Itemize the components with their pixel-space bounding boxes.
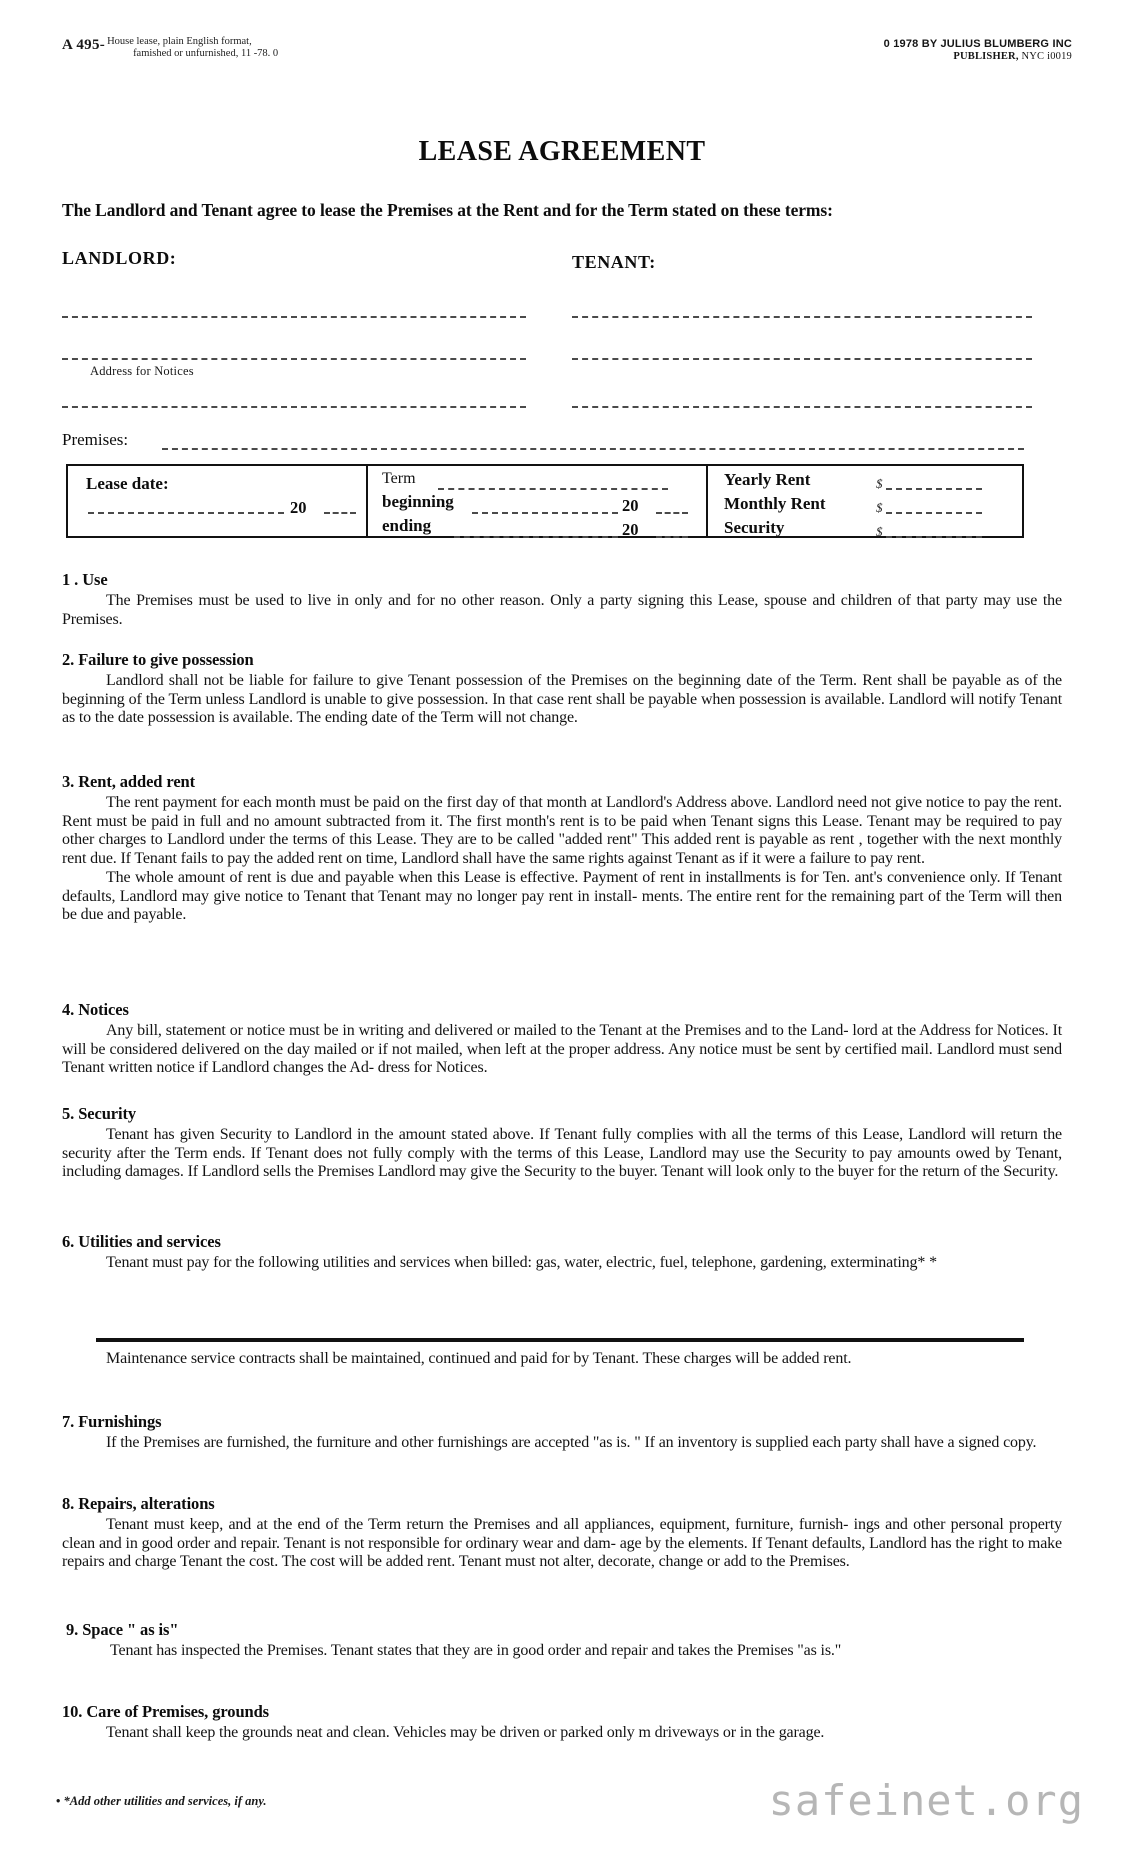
ending-input-line[interactable]: [454, 536, 618, 538]
security-label: Security: [724, 518, 785, 537]
clause-3-paragraph-2: The whole amount of rent is due and payable when this Lease is effective. Payment of rent in installments is for Ten. ant's convenience only. If Tenant defaults, Landlord may give notice to Tenant that Tenant may no longer pay rent in install- ments. The entire rent for the remaining part of the Term will then be due and payable.: [62, 869, 1062, 924]
address-for-notices-caption: Address for Notices: [90, 364, 194, 378]
ending-label: ending: [382, 516, 432, 535]
clause-7-paragraph-1: If the Premises are furnished, the furniture and other furnishings are accepted "as is. " If an inventory is supplied each party shall have a signed copy.: [106, 1434, 1037, 1451]
beginning-input-line[interactable]: [472, 512, 618, 514]
security-currency: $: [876, 524, 883, 539]
tenant-label: TENANT:: [572, 252, 656, 272]
clause-6-heading: 6. Utilities and services: [62, 1232, 221, 1251]
premises-input-line[interactable]: [162, 448, 1024, 450]
clause-8-paragraph-1: Tenant must keep, and at the end of the Term return the Premises and all appliances, equipment, furniture, furnish- ings and other personal property clean and in good order and repair. Tenant is not responsible for ordinary wear and dam- age by the elements. If Tenant defaults, Landlord has the right to make repairs and charge Tenant the cost. The cost will be added rent. Tenant must not alter, decorate, change or add to the Premises.: [62, 1516, 1062, 1571]
clause-2-heading: 2. Failure to give possession: [62, 650, 254, 669]
clause-7-heading: 7. Furnishings: [62, 1412, 162, 1431]
form-description: [107, 36, 278, 61]
monthly-rent-input-line[interactable]: [886, 512, 982, 514]
publisher-label: PUBLISHER,: [953, 50, 1019, 62]
clause-2-paragraph-1: Landlord shall not be liable for failure to give Tenant possession of the Premises on the beginning date of the Term. Rent shall be payable as of the beginning of the Term unless Landlord is unable to give possession. In that case rent shall be payable when possession is available. Landlord will notify Tenant as to the date possession is available. The ending date of the Term will not change.: [62, 672, 1062, 727]
beginning-year-prefix: 20: [622, 496, 639, 515]
clause-8-heading: 8. Repairs, alterations: [62, 1494, 215, 1513]
clause-1-use: [62, 570, 1062, 629]
lease-date-label: Lease date:: [86, 474, 169, 493]
form-code: A 495-: [62, 37, 106, 53]
clause-3-heading: 3. Rent, added rent: [62, 772, 196, 791]
copyright-line-1: 0 1978 BY JULIUS BLUMBERG INC: [883, 38, 1072, 50]
lease-terms-box: [66, 464, 1024, 538]
rent-cell: [708, 466, 1022, 539]
form-description-line2: famished or unfurnished, 11 -78. 0: [133, 48, 279, 60]
clause-3-rent-added-rent: [62, 772, 1062, 925]
yearly-rent-label: Yearly Rent: [724, 470, 811, 489]
clause-9-heading: 9. Space " as is": [66, 1620, 179, 1639]
clause-9-paragraph-1: Tenant has inspected the Premises. Tenant states that they are in good order and repair and takes the Premises "as is.": [110, 1642, 842, 1659]
lead-statement: The Landlord and Tenant agree to lease the Premises at the Rent and for the Term stated on these terms:: [62, 200, 833, 220]
landlord-address-line-2[interactable]: [62, 406, 526, 408]
landlord-label: LANDLORD:: [62, 248, 177, 268]
beginning-label: beginning: [382, 492, 454, 511]
clause-5-paragraph-1: Tenant has given Security to Landlord in the amount stated above. If Tenant fully complies with all the terms of this Lease, Landlord will return the security after the Term ends. If Tenant does not fully comply with the terms of this Lease, Landlord may use the Security to pay amounts owed by Tenant, including damages. If Landlord sells the Premises Landlord may give the Security to the buyer. Tenant will look only to the buyer for the return of the Security.: [62, 1126, 1062, 1181]
term-label: Term: [382, 470, 416, 487]
clause-10-care-of-premises-grounds: [62, 1702, 1062, 1743]
maintenance-paragraph-block: [62, 1350, 1062, 1369]
monthly-rent-currency: $: [876, 500, 883, 515]
footnote-bullet-icon: •: [56, 1794, 61, 1808]
clause-7-furnishings: [62, 1412, 1062, 1453]
tenant-address-line-1[interactable]: [572, 358, 1032, 360]
lease-date-year-line[interactable]: [324, 512, 356, 514]
maintenance-paragraph: Maintenance service contracts shall be maintained, continued and paid for by Tenant. These charges will be added rent.: [106, 1350, 852, 1367]
watermark: safeinet.org: [768, 1776, 1084, 1825]
publisher-city-code: NYC i0019: [1021, 50, 1072, 62]
landlord-address-line-1[interactable]: [62, 358, 526, 360]
clause-4-notices: [62, 1000, 1062, 1078]
clause-4-heading: 4. Notices: [62, 1000, 129, 1019]
ending-year-line[interactable]: [656, 536, 688, 538]
clause-9-space-as-is: [66, 1620, 1066, 1661]
copyright-line-2: [884, 51, 1072, 63]
clause-1-heading: 1 . Use: [62, 570, 108, 589]
ending-year-prefix: 20: [622, 520, 639, 539]
premises-label: Premises:: [62, 430, 129, 449]
page-title: LEASE AGREEMENT: [418, 136, 706, 167]
clause-6-paragraph-1: Tenant must pay for the following utilities and services when billed: gas, water, electric, fuel, telephone, gardening, exterminating* *: [106, 1254, 937, 1271]
clause-2-failure-to-give-possession: [62, 650, 1062, 728]
clause-5-heading: 5. Security: [62, 1104, 137, 1123]
yearly-rent-currency: $: [876, 476, 883, 491]
form-description-line1: House lease, plain English format,: [107, 36, 252, 47]
monthly-rent-label: Monthly Rent: [724, 494, 826, 513]
tenant-name-line[interactable]: [572, 316, 1032, 318]
lease-date-cell: [68, 466, 368, 536]
clause-10-paragraph-1: Tenant shall keep the grounds neat and clean. Vehicles may be driven or parked only m driveways or in the garage.: [106, 1724, 825, 1741]
copyright-block: [884, 38, 1072, 63]
utilities-write-in-rule[interactable]: [96, 1338, 1024, 1342]
clause-4-paragraph-1: Any bill, statement or notice must be in writing and delivered or mailed to the Tenant at the Premises and to the Land- lord at the Address for Notices. It will be considered delivered on the day mailed or if not mailed, when left at the proper address. Any notice must be sent by certified mail. Landlord must send Tenant written notice if Landlord changes the Ad- dress for Notices.: [62, 1022, 1062, 1077]
clause-6-utilities-and-services: [62, 1232, 1062, 1273]
clause-8-repairs-alterations: [62, 1494, 1062, 1572]
beginning-year-line[interactable]: [656, 512, 688, 514]
tenant-address-line-2[interactable]: [572, 406, 1032, 408]
term-input-line[interactable]: [438, 488, 668, 490]
yearly-rent-input-line[interactable]: [886, 488, 982, 490]
form-identifier: [62, 36, 278, 61]
footnote: [56, 1794, 267, 1809]
page-header: [0, 36, 1124, 76]
clause-10-heading: 10. Care of Premises, grounds: [62, 1702, 270, 1721]
lease-date-year-prefix: 20: [290, 498, 307, 517]
clause-3-paragraph-1: The rent payment for each month must be paid on the first day of that month at Landlord's Address above. Landlord need not give notice to pay the rent. Rent must be paid in full and no amount subtracted from it. The first month's rent is to be paid when Tenant signs this Lease. Tenant may be required to pay other charges to Landlord under the terms of this Lease. They are to be called "added rent" This added rent is payable as rent , together with the next monthly rent due. If Tenant fails to pay the added rent on time, Landlord shall have the same rights against Tenant as if it were a failure to pay rent.: [62, 794, 1062, 867]
lease-date-input-line[interactable]: [88, 512, 284, 514]
clause-1-paragraph-1: The Premises must be used to live in only and for no other reason. Only a party signing this Lease, spouse and children of that party may use the Premises.: [62, 592, 1062, 628]
landlord-name-line[interactable]: [62, 316, 526, 318]
term-cell: [368, 466, 708, 539]
security-input-line[interactable]: [886, 536, 982, 538]
footnote-text: *Add other utilities and services, if any.: [63, 1794, 267, 1808]
clause-5-security: [62, 1104, 1062, 1182]
